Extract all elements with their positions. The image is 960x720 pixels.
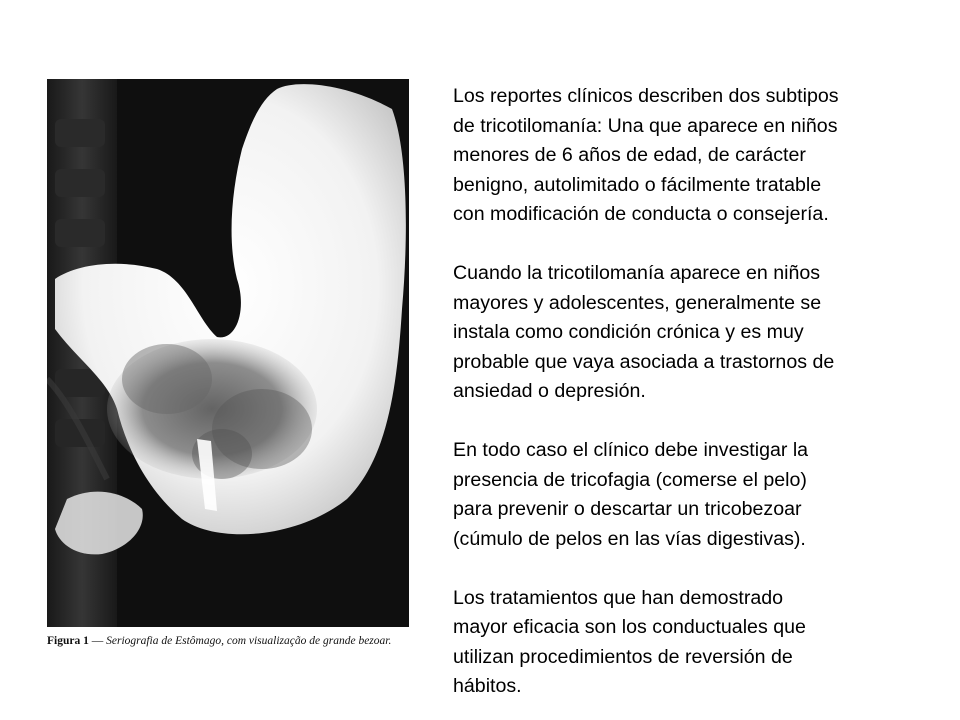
paragraph-trichophagia: En todo caso el clínico debe investigar la presencia de tricofagia (comerse el pelo) para prevenir o descartar un tricobezoar (cúmulo de pelos en las vías digestivas). bbox=[453, 439, 809, 550]
stomach-xray-image bbox=[47, 79, 409, 627]
figure-separator: — bbox=[88, 635, 107, 647]
figure-label: Figura 1 bbox=[47, 635, 89, 647]
figure-caption-text: Seriografia de Estômago, com visualização de grande bezoar. bbox=[106, 635, 392, 647]
paragraph-treatments: Los tratamientos que han demostrado mayor eficacia son los conductuales que utilizan procedimientos de reversión de hábitos. bbox=[453, 586, 806, 697]
body-text bbox=[453, 82, 933, 702]
figure-caption bbox=[47, 634, 417, 648]
paragraph-subtypes: Los reportes clínicos describen dos subtipos de tricotilomanía: Una que aparece en niños menores de 6 años de edad, de carácter benigno, autolimitado o fácilmente tratable con modificación de conducta o consejería. bbox=[453, 85, 839, 225]
paragraph-chronic: Cuando la tricotilomanía aparece en niños mayores y adolescentes, generalmente se instala como condición crónica y es muy probable que vaya asociada a trastornos de ansiedad o depresión. bbox=[453, 262, 835, 402]
